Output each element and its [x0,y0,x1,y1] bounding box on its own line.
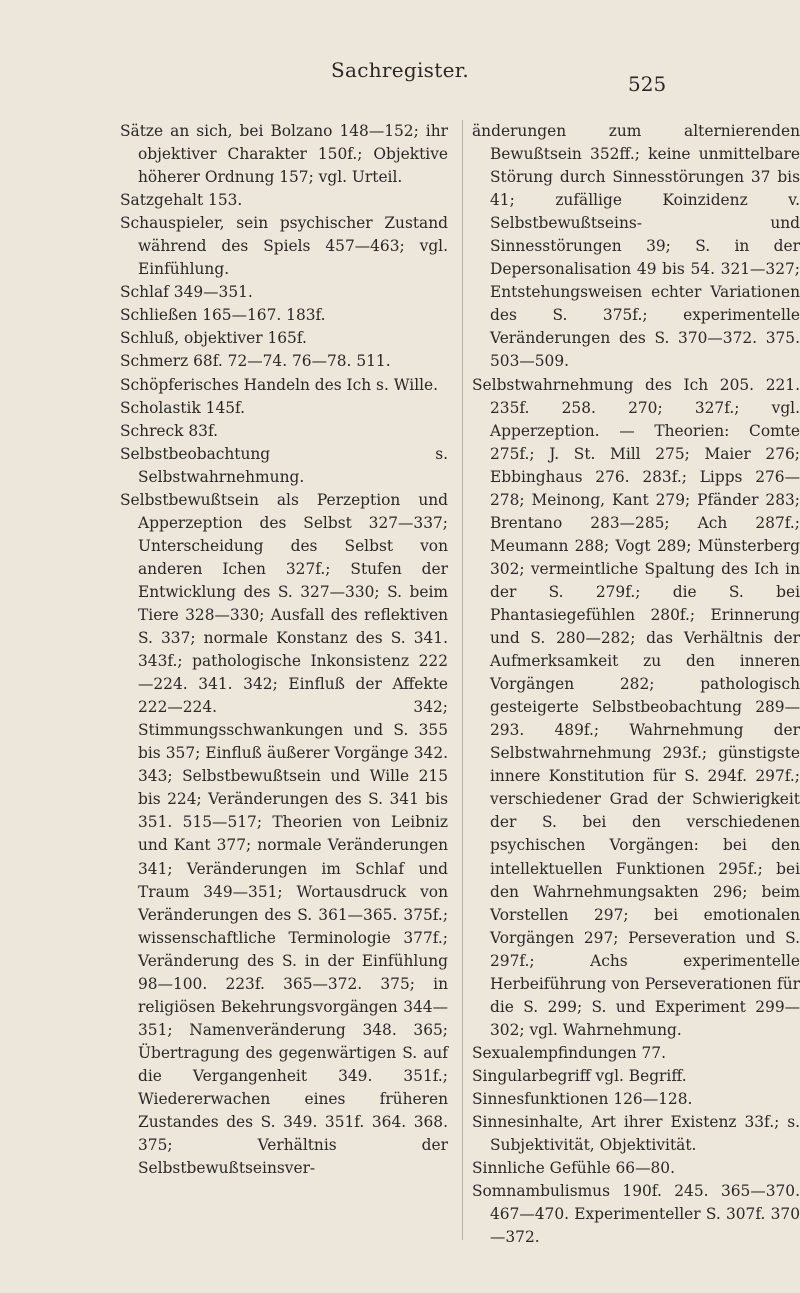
index-entry: Sinnliche Gefühle 66—80. [472,1159,675,1178]
index-entry: Selbstbewußtsein als Perzeption und Apperzeption des Selbst 327—337; Unterscheidung des Selbst von anderen Ichen 327f.; Stufen der Entwicklung des S. 327—330; S. beim Tiere 328—330; Ausfall des reflektiven S. 337; normale Konstanz des S. 341. 343f.; pathologische Inkonsistenz 222—224. 341. 342; Einfluß der Affekte 222—224. 342; Stimmungsschwankungen und S. 355 bis 357; Einfluß äußerer Vorgänge 342. 343; Selbstbewußtsein und Wille 215 bis 224; Veränderungen des S. 341 bis 351. 515—517; Theorien von Leibniz und Kant 377; normale Veränderungen 341; Veränderungen im Schlaf und Traum 349—351; Wortausdruck von Veränderungen des S. 361—365. 375f.; wissenschaftliche Terminologie 377f.; Veränderung des S. in der Einfühlung 98—100. 223f. 365—372. 375; in religiösen Bekehrungsvorgängen 344—351; Namenveränderung 348. 365; Übertragung des gegenwärtigen S. auf die Vergangenheit 349. 351f.; Wiedererwachen eines früheren Zustandes des S. 349. 351f. 364. 368. 375; Verhältnis der Selbstbewußtseinsver- [120,490,448,1178]
column-divider [462,120,463,1240]
index-entry: Singularbegriff vgl. Begriff. [472,1066,687,1085]
index-column-right [472,120,800,1249]
index-entry: Selbstwahrnehmung des Ich 205. 221. 235f. 258. 270; 327f.; vgl. Apperzeption. — Theorien: Comte 275f.; J. St. Mill 275; Maier 276; Ebbinghaus 276. 283f.; Lipps 276—278; Meinong, Kant 279; Pfänder 283; Brentano 283—285; Ach 287f.; Meumann 288; Vogt 289; Münsterberg 302; vermeintliche Spaltung des Ich in der S. 279f.; die S. bei Phantasiegefühlen 280f.; Erinnerung und S. 280—282; das Verhältnis der Aufmerksamkeit zu den inneren Vorgängen 282; pathologisch gesteigerte Selbstbeobachtung 289—293. 489f.; Wahrnehmung der Selbstwahrnehmung 293f.; günstigste innere Konstitution für S. 294f. 297f.; verschiedener Grad der Schwierigkeit der S. bei den verschiedenen psychischen Vorgängen: bei den intellektuellen Funktionen 295f.; bei den Wahrnehmungsakten 296; beim Vorstellen 297; bei emotionalen Vorgängen 297; Perseveration und S. 297f.; Achs experimentelle Herbeiführung von Perseverationen für die S. 299; S. und Experiment 299—302; vgl. Wahrnehmung. [472,375,800,1039]
index-entry: Sätze an sich, bei Bolzano 148—152; ihr objektiver Charakter 150f.; Objektive höherer Ordnung 157; vgl. Urteil. [120,122,448,187]
index-entry: Sexualempfindungen 77. [472,1043,666,1062]
index-entry: änderungen zum alternierenden Bewußtsein 352ff.; keine unmittelbare Störung durch Sinnesstörungen 37 bis 41; zufällige Koinzidenz v. Selbstbewußtseins- und Sinnesstörungen 39; S. in der Depersonalisation 49 bis 54. 321—327; Entstehungsweisen echter Variationen des S. 375f.; experimentelle Veränderungen des S. 370—372. 375. 503—509. [472,122,800,371]
index-column-left [120,120,448,1180]
index-entry: Sinnesinhalte, Art ihrer Existenz 33f.; s. Subjektivität, Objektivität. [472,1113,800,1155]
index-entry: Somnambulismus 190f. 245. 365—370. 467—470. Experimenteller S. 307f. 370—372. [472,1182,800,1247]
index-entry: Sinnesfunktionen 126—128. [472,1089,693,1108]
index-entry: Schlaf 349—351. [120,283,253,302]
index-entry: Satzgehalt 153. [120,191,243,210]
index-entry: Schauspieler, sein psychischer Zustand während des Spiels 457—463; vgl. Einfühlung. [120,214,448,279]
page-number: 525 [628,72,667,96]
index-entry: Schluß, objektiver 165f. [120,329,307,348]
index-entry: Schreck 83f. [120,421,219,440]
index-entry: Schöpferisches Handeln des Ich s. Wille. [120,375,439,394]
running-head: Sachregister. [330,58,470,82]
index-entry: Schließen 165—167. 183f. [120,306,326,325]
index-entry: Schmerz 68f. 72—74. 76—78. 511. [120,352,391,371]
index-entry: Scholastik 145f. [120,398,246,417]
index-entry: Selbstbeobachtung s. Selbstwahrnehmung. [120,444,448,486]
